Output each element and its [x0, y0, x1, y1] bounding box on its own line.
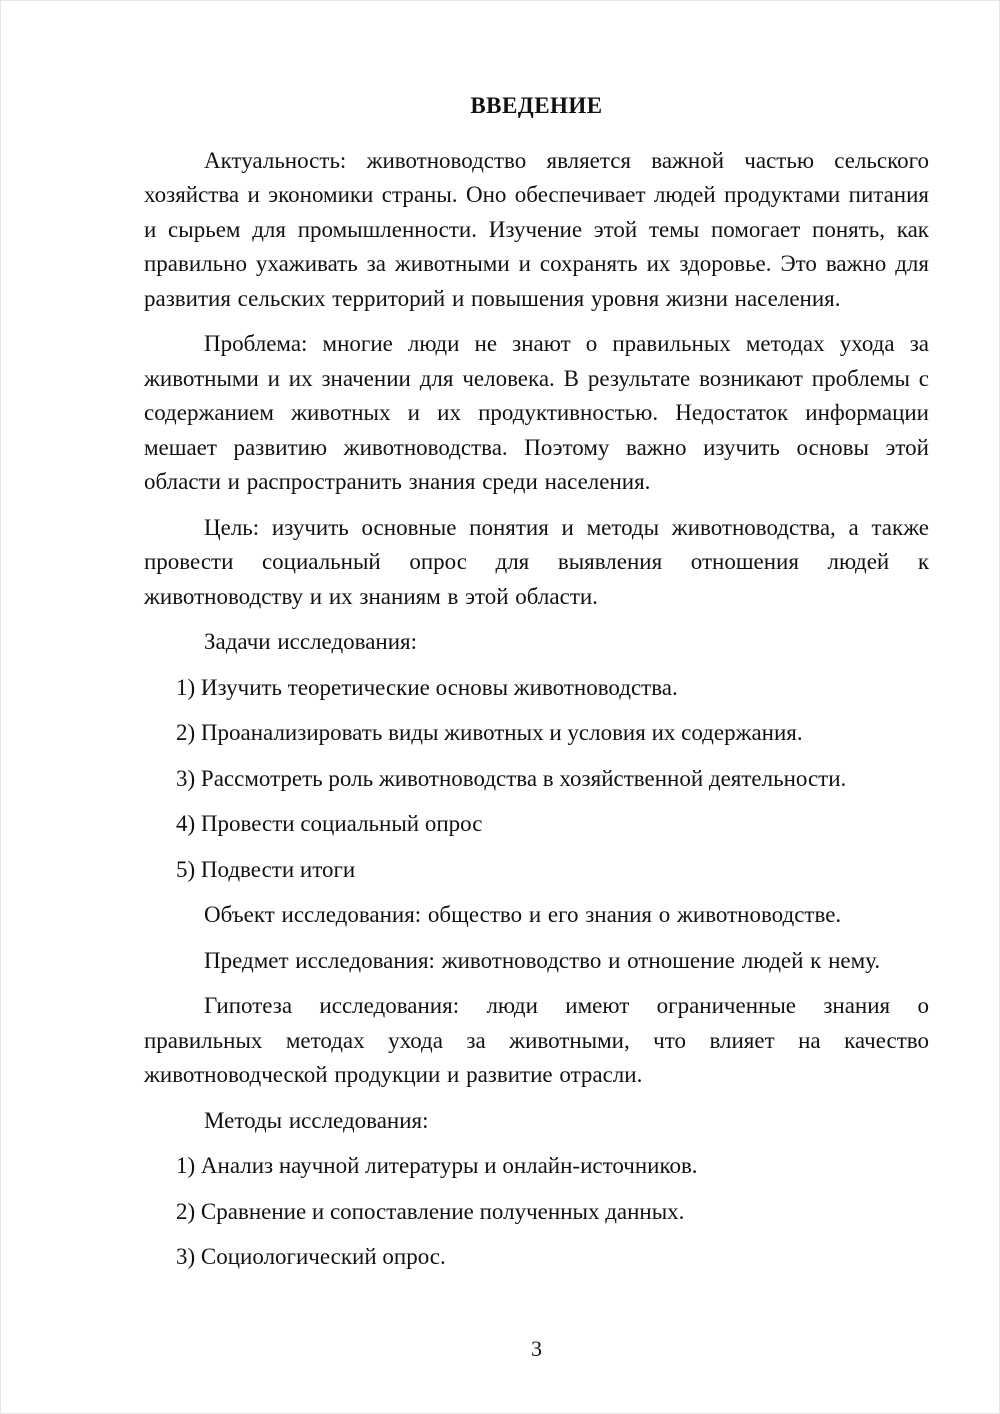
- paragraph-problem: Проблема: многие люди не знают о правильных методах ухода за животными и их значении для человека. В результате возникают проблемы с содержанием животных и их продуктивностью. Недостаток информации мешает развитию животноводства. Поэтому важно изучить основы этой области и распространить знания среди населения.: [144, 331, 929, 494]
- paragraph-subject: Предмет исследования: животноводство и отношение людей к нему.: [204, 947, 881, 973]
- tasks-heading: Задачи исследования:: [204, 629, 418, 654]
- task-item-2: 2) Проанализировать виды животных и условия их содержания.: [176, 720, 803, 745]
- method-item-3: 3) Социологический опрос.: [176, 1244, 446, 1269]
- page-title: ВВЕДЕНИЕ: [470, 93, 603, 118]
- method-item-1: 1) Анализ научной литературы и онлайн-источников.: [176, 1153, 698, 1178]
- methods-heading: Методы исследования:: [204, 1107, 429, 1133]
- paragraph-hypothesis: Гипотеза исследования: люди имеют ограниченные знания о правильных методах ухода за животными, что влияет на качество животноводческой продукции и развитие отрасли.: [144, 993, 929, 1087]
- task-item-3: 3) Рассмотреть роль животноводства в хозяйственной деятельности.: [176, 765, 847, 791]
- task-item-1: 1) Изучить теоретические основы животноводства.: [176, 674, 678, 700]
- method-item-2: 2) Сравнение и сопоставление полученных данных.: [176, 1198, 685, 1224]
- task-item-4: 4) Провести социальный опрос: [176, 811, 483, 836]
- paragraph-goal: Цель: изучить основные понятия и методы животноводства, а также провести социальный опрос для выявления отношения людей к животноводству и их знаниям в этой области.: [144, 514, 929, 609]
- paragraph-object: Объект исследования: общество и его знания о животноводстве.: [204, 902, 842, 927]
- paragraph-relevance: Актуальность: животноводство является важной частью сельского хозяйства и экономики страны. Оно обеспечивает людей продуктами питания и сырьем для промышленности. Изучение этой темы помогает понять, как правильно ухаживать за животными и сохранять их здоровье. Это важно для развития сельских территорий и повышения уровня жизни населения.: [144, 147, 929, 311]
- task-item-5: 5) Подвести итоги: [176, 856, 356, 882]
- page-number: 3: [531, 1336, 542, 1361]
